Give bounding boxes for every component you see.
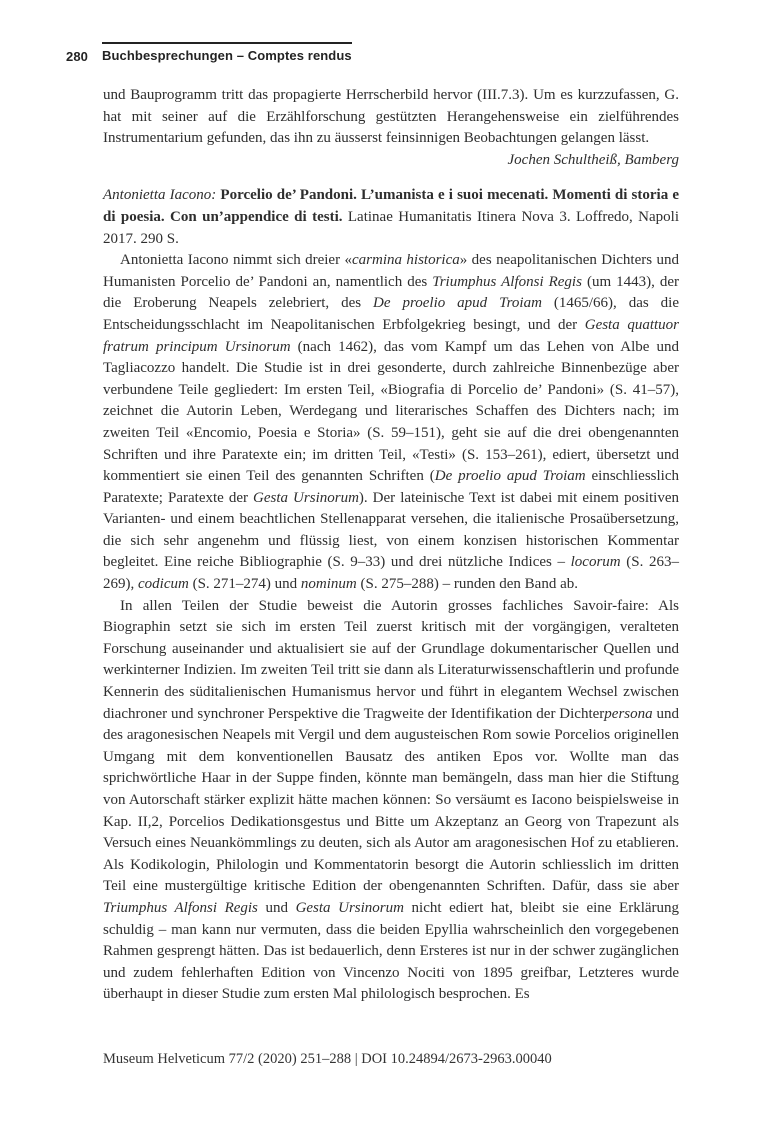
text-run: codicum <box>138 576 189 593</box>
text-run: persona <box>604 705 653 722</box>
page-footer <box>103 1051 552 1068</box>
text-run: und <box>257 899 296 916</box>
text-run: (S. 271–274) und <box>188 576 301 593</box>
text-run: einschliesslich Paratexte; Paratexte der <box>103 468 680 506</box>
text-run: Antonietta Iacono nimmt sich dreier « <box>120 252 352 269</box>
text-run: locorum <box>570 554 621 571</box>
review-paragraph-1 <box>103 250 679 596</box>
text-run: Latinae Humanitatis Itinera Nova 3. Loffredo, Napoli 2017. 290 S. <box>103 208 679 247</box>
text-run: Gesta Ursinorum <box>253 489 359 506</box>
text-run: Porcelio de’ Pandoni. L’umanista e i suoi mecenati. Momenti di storia e di poesia. Con un’appendice di testi. <box>103 187 679 225</box>
text-run: Triumphus Alfonsi Regis <box>432 273 582 290</box>
text-run: Antonietta Iacono: <box>103 187 221 204</box>
page-number: 280 <box>66 49 88 64</box>
review-heading <box>103 185 679 250</box>
reviewer-signature <box>103 150 679 172</box>
page-body <box>103 85 679 1006</box>
text-run: » des neapolitanischen Dichters und Humanisten Porcelio de’ Pandoni an, namentlich des <box>103 252 680 290</box>
text-run: (S. 263–269), <box>103 554 679 593</box>
text-run: In allen Teilen der Studie beweist die Autorin grosses fachliches Savoir-faire: Als Biographin setzt sie sich im ersten Teil zuerst kritisch mit der vorgängigen, veralteten Forschung auseinander und aktualisiert sie auf der Grundlage dokumentarischer Quellen und werkinterner Indizien. Im zweiten Teil tritt sie dann als Literaturwissenschaftlerin und profunde Kennerin des süditalienischen Humanismus hervor und führt in elegantem Wechsel zwischen diachroner und synchroner Perspektive die Tragweite der Identifikation der Dichter <box>103 597 679 722</box>
text-run: nicht ediert hat, bleibt sie eine Erklärung schuldig – man kann nur vermuten, dass die beiden Epyllia wahrscheinlich den vorgegebenen Rahmen gesprengt hätten. Das ist bedauerlich, denn Ersteres ist nur in der schwer zugänglichen und zudem fehlerhaften Edition von Vincenzo Nociti von 1895 greifbar, Letzteres wurde überhaupt in dieser Studie zum ersten Mal philologisch besprochen. Es <box>103 899 680 1003</box>
text-run: Triumphus Alfonsi Regis <box>103 899 258 916</box>
text-run: Gesta quattuor fratrum principum Ursinorum <box>103 316 679 355</box>
footer-citation: Museum Helveticum 77/2 (2020) 251–288 | DOI 10.24894/2673-2963.00040 <box>103 1051 552 1067</box>
text-run: Jochen Schultheiß, Bamberg <box>507 151 679 168</box>
text-run: nominum <box>300 576 357 593</box>
text-run: ). Der lateinische Text ist dabei mit einem positiven Varianten- und einem beachtlichen Stellenapparat versehen, die italienische Prosaübersetzung, die sich sehr angenehm und flüssig liest, von einem konzisen historischen Kommentar begleitet. Eine reiche Bibliographie (S. 9–33) und drei nützliche Indices – <box>103 489 679 571</box>
text-run: und des aragonesischen Neapels mit Vergil und dem augusteischen Rom sowie Porcelios originellen Umgang mit dem konventionellen Bausatz des antiken Epos vor. Wollte man das sprichwörtliche Haar in der Suppe finden, könnte man bemängeln, dass man hier die Stiftung von Autorschaft stärker explizit hätte machen können: So versäumt es Iacono beispielsweise in Kap. II,2, Porcelios Dedikationsgestus und Bitte um Akzeptanz an Georg von Trapezunt als Versuch eines Neuankömmlings zu deuten, sich als Autor am aragonesischen Hof zu etablieren. Als Kodikologin, Philologin und Kommentatorin besorgt die Autorin schliesslich im dritten Teil eine mustergültige kritische Edition der obengenannten Schriften. Dafür, dass sie aber <box>103 705 680 895</box>
text-run: und Bauprogramm tritt das propagierte Herrscherbild hervor (III.7.3). Um es kurzzufassen, G. hat mit seiner auf die Erzählforschung gestützten Herangehensweise ein zielführendes Instrumentarium gefunden, das ihn zu äusserst feinsinnigen Beobachtungen gelangen lässt. <box>103 87 679 147</box>
text-run: (1465/66), das die Entscheidungsschlacht im Neapolitanischen Erbfolgekrieg besingt, und der <box>103 295 679 333</box>
text-run: carmina historica <box>352 252 460 269</box>
text-run: De proelio apud Troiam <box>434 468 586 485</box>
review-paragraph-2 <box>103 596 679 1006</box>
text-run: (S. 275–288) – runden den Band ab. <box>356 576 578 593</box>
text-run: Gesta Ursinorum <box>295 899 404 916</box>
text-run: (um 1443), der die Eroberung Neapels zelebriert, des <box>103 273 680 312</box>
review-tail-paragraph <box>103 85 679 150</box>
text-run: De proelio apud Troiam <box>373 295 542 312</box>
section-title: Buchbesprechungen – Comptes rendus <box>102 42 352 63</box>
text-run: (nach 1462), das vom Kampf um das Lehen von Albe und Tagliacozzo handelt. Die Studie ist in drei gesonderte, durch zahlreiche Binnenbezüge aber verbundene Teile gegliedert: Im ersten Teil, «Biografia di Porcelio de’ Pandoni» (S. 41–57), zeichnet die Autorin Leben, Werdegang und literarisches Schaffen des Dichters nach; im zweiten Teil «Encomio, Poesia e Storia» (S. 59–151), geht sie auf die drei obengenannten Schriften und ihre Paratexte ein; im dritten Teil, «Testi» (S. 153–261), ediert, übersetzt und kommentiert sie einen Teil des genannten Schriften ( <box>103 338 680 485</box>
page-header <box>66 42 352 64</box>
